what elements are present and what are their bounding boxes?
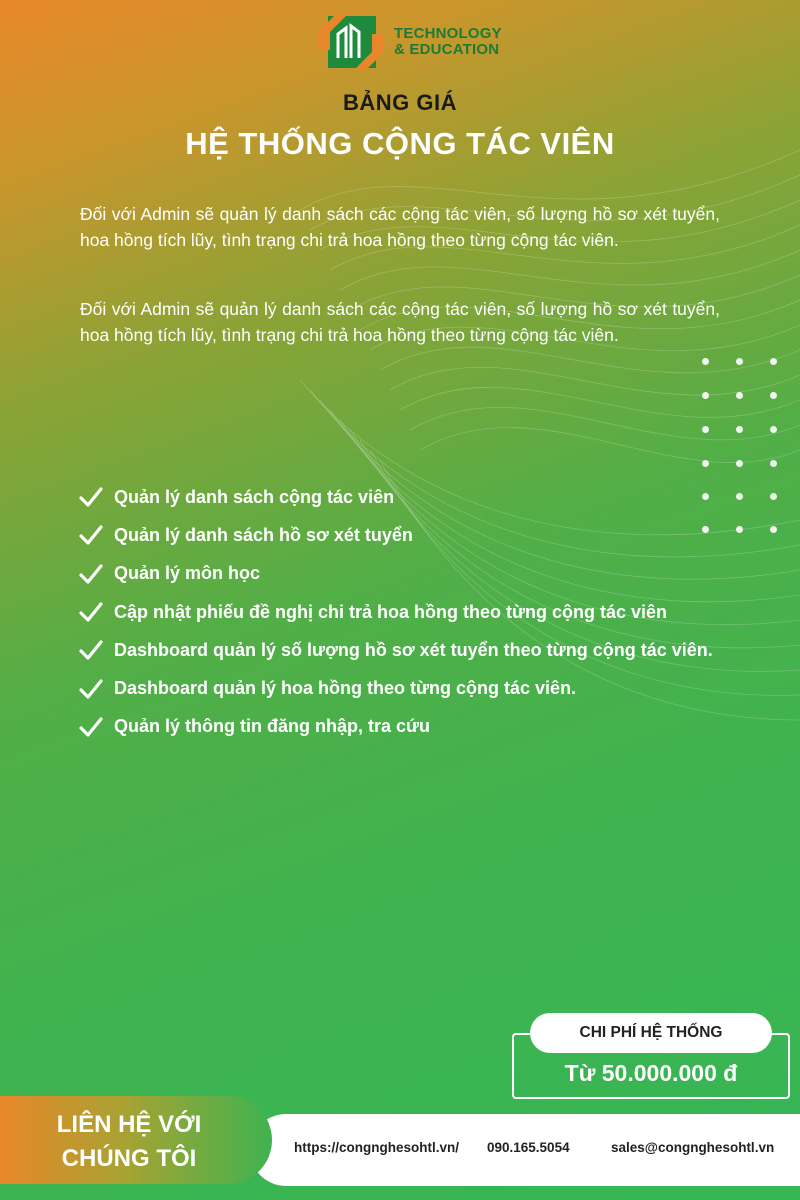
check-icon — [78, 599, 104, 625]
dot — [736, 392, 743, 399]
feature-item — [78, 478, 778, 516]
brand-name-line2: & EDUCATION — [394, 41, 500, 58]
website-link[interactable]: https://congnghesohtl.vn/ — [294, 1140, 459, 1155]
feature-item — [78, 631, 778, 669]
brand-name-line1: TECHNOLOGY — [394, 25, 502, 42]
dot — [770, 460, 777, 467]
brand-name — [394, 26, 502, 58]
dot — [736, 460, 743, 467]
dot — [702, 392, 709, 399]
feature-label: Dashboard quản lý số lượng hồ sơ xét tuyển theo từng cộng tác viên. — [114, 639, 713, 660]
feature-item — [78, 555, 778, 593]
page-subtitle: BẢNG GIÁ — [343, 90, 457, 115]
feature-label: Quản lý thông tin đăng nhập, tra cứu — [114, 716, 431, 737]
contact-us-line1: LIÊN HỆ VỚI — [56, 1111, 202, 1138]
feature-item — [78, 708, 778, 746]
feature-item — [78, 669, 778, 707]
dot — [770, 358, 777, 365]
check-icon — [78, 561, 104, 587]
dot — [736, 358, 743, 365]
logo-mark-icon — [318, 10, 384, 74]
check-icon — [78, 714, 104, 740]
feature-label: Quản lý danh sách hồ sơ xét tuyển — [114, 524, 413, 545]
email-link[interactable]: sales@congnghesohtl.vn — [611, 1140, 775, 1155]
brand-logo — [318, 10, 518, 74]
check-icon — [78, 484, 104, 510]
feature-list — [78, 478, 778, 746]
check-icon — [78, 637, 104, 663]
dot — [702, 460, 709, 467]
contact-us-heading[interactable] — [0, 1108, 258, 1176]
feature-item — [78, 593, 778, 631]
feature-label: Cập nhật phiếu đề nghị chi trả hoa hồng theo từng cộng tác viên — [114, 601, 668, 622]
contact-us-line2: CHÚNG TÔI — [61, 1145, 197, 1172]
dot — [736, 426, 743, 433]
feature-label: Quản lý danh sách cộng tác viên — [114, 486, 395, 507]
pricing-value: Từ 50.000.000 đ — [564, 1060, 738, 1086]
check-icon — [78, 676, 104, 702]
dot — [770, 392, 777, 399]
feature-label: Dashboard quản lý hoa hồng theo từng cộng tác viên. — [114, 678, 577, 699]
intro-paragraph: Đối với Admin sẽ quản lý danh sách các cộng tác viên, số lượng hồ sơ xét tuyển, hoa hồng tích lũy, tình trạng chi trả hoa hồng theo từng cộng tác viên. — [80, 204, 720, 250]
check-icon — [78, 522, 104, 548]
dot — [702, 426, 709, 433]
dot — [770, 426, 777, 433]
page-title: HỆ THỐNG CỘNG TÁC VIÊN — [185, 126, 615, 161]
intro-paragraph: Đối với Admin sẽ quản lý danh sách các cộng tác viên, số lượng hồ sơ xét tuyển, hoa hồng tích lũy, tình trạng chi trả hoa hồng theo từng cộng tác viên. — [80, 299, 720, 345]
feature-item — [78, 516, 778, 554]
phone-link[interactable]: 090.165.5054 — [487, 1140, 570, 1155]
pricing-label: CHI PHÍ HỆ THỐNG — [530, 1013, 772, 1053]
dot — [702, 358, 709, 365]
feature-label: Quản lý môn học — [114, 563, 261, 584]
